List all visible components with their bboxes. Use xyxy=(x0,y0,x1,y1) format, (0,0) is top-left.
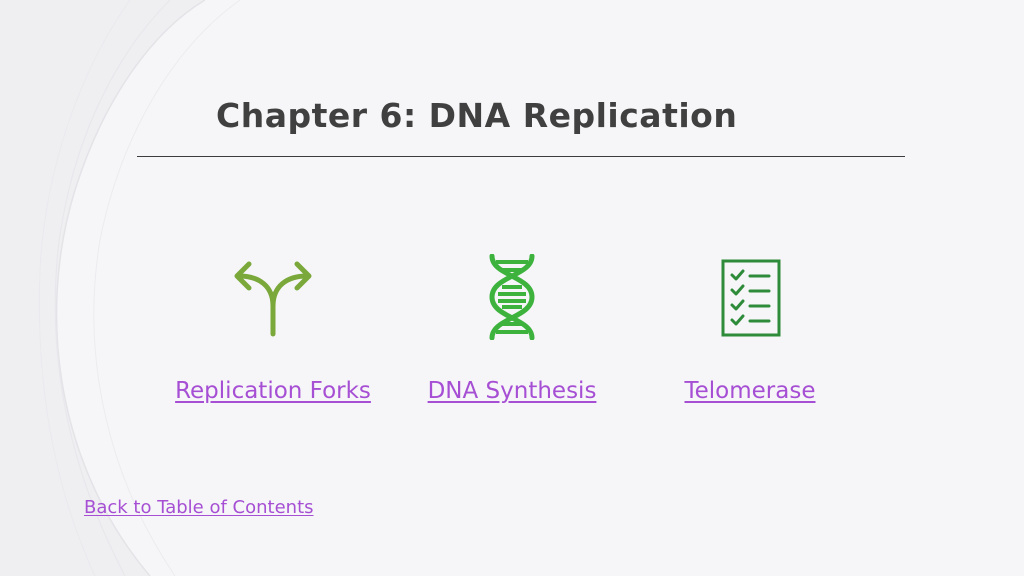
checklist-icon xyxy=(720,258,782,338)
split-arrow-icon xyxy=(229,256,317,338)
page-title: Chapter 6: DNA Replication xyxy=(216,96,738,135)
telomerase-link[interactable]: Telomerase xyxy=(684,378,816,404)
replication-forks-link[interactable]: Replication Forks xyxy=(175,378,371,404)
title-divider xyxy=(137,156,905,157)
dna-helix-icon xyxy=(486,254,538,340)
dna-synthesis-link[interactable]: DNA Synthesis xyxy=(427,378,597,404)
back-to-contents-link[interactable]: Back to Table of Contents xyxy=(84,497,314,518)
